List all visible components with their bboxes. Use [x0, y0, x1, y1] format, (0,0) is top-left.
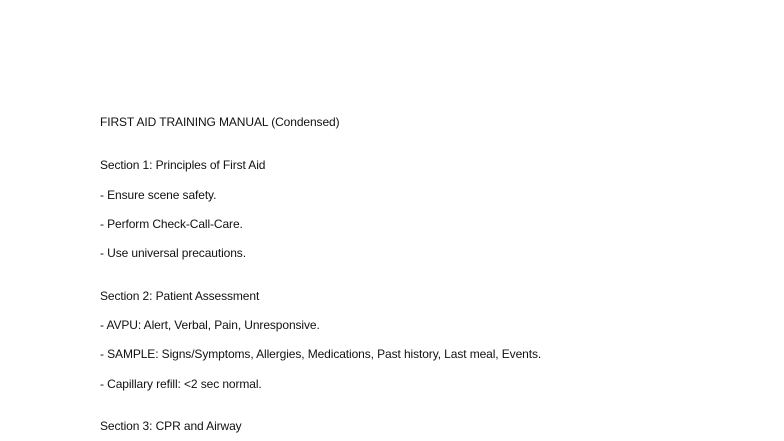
document-title: FIRST AID TRAINING MANUAL (Condensed) — [100, 115, 340, 129]
section-2-heading: Section 2: Patient Assessment — [100, 289, 260, 303]
section-2-item-1: - AVPU: Alert, Verbal, Pain, Unresponsive. — [100, 318, 320, 332]
section-2-item-3: - Capillary refill: <2 sec normal. — [100, 377, 262, 391]
section-1-item-2: - Perform Check-Call-Care. — [100, 217, 243, 231]
section-1-heading: Section 1: Principles of First Aid — [100, 158, 266, 172]
section-2-item-2: - SAMPLE: Signs/Symptoms, Allergies, Medications, Past history, Last meal, Events. — [100, 347, 542, 361]
section-3-heading: Section 3: CPR and Airway — [100, 419, 242, 433]
section-1-item-3: - Use universal precautions. — [100, 246, 246, 260]
section-1-item-1: - Ensure scene safety. — [100, 188, 217, 202]
